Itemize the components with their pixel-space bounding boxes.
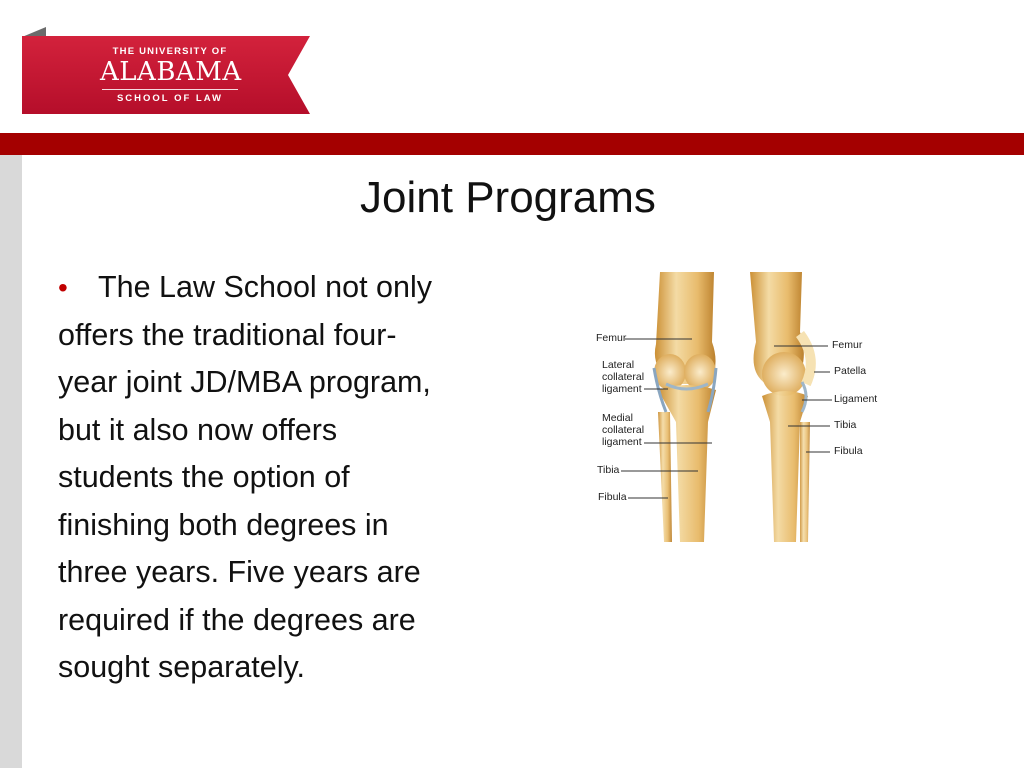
label-fibula-side: Fibula [834, 445, 863, 457]
header-red-bar [0, 133, 1024, 155]
knee-bones-icon [588, 272, 888, 552]
label-patella: Patella [834, 365, 867, 377]
slide-title: Joint Programs [360, 173, 656, 222]
label-tibia-side: Tibia [834, 419, 857, 431]
bullet-icon: • [58, 272, 68, 303]
bullet-line-5: students the option of [58, 460, 350, 494]
label-femur-side: Femur [832, 339, 863, 351]
bullet-line-8: required if the degrees are [58, 602, 416, 637]
label-fibula-front: Fibula [598, 491, 627, 503]
logo-line-school: SCHOOL OF LAW [116, 93, 224, 104]
logo-divider [102, 89, 238, 90]
label-medial-collateral: collateral [602, 424, 645, 436]
logo-line-university: THE UNIVERSITY OF [112, 46, 228, 57]
bullet-line-7: three years. Five years are [58, 555, 421, 589]
label-lateral-collateral: collateral [602, 371, 645, 383]
label-medial: Medial [602, 412, 633, 424]
bullet-text [58, 264, 528, 692]
label-tibia-front: Tibia [597, 464, 620, 476]
bullet-line-9: sought separately. [58, 650, 305, 684]
label-femur-front: Femur [596, 332, 627, 344]
label-lateral: Lateral [602, 359, 635, 371]
bullet-line-6: finishing both degrees in [58, 507, 389, 542]
knee-anatomy-illustration [588, 272, 888, 552]
bullet-line-2: offers the traditional four- [58, 317, 397, 352]
logo-line-alabama: ALABAMA [100, 57, 242, 87]
bullet-line-3: year joint JD/MBA program, [58, 365, 431, 399]
university-logo-banner [22, 36, 310, 114]
bullet-line-1: • The Law School not only [58, 264, 528, 312]
logo-wordmark [100, 36, 240, 114]
label-medial-ligament: ligament [602, 436, 642, 448]
left-gray-strip [0, 155, 22, 768]
label-ligament-side: Ligament [834, 393, 878, 405]
bullet-line-4: but it also now offers [58, 412, 338, 447]
label-lateral-ligament: ligament [602, 383, 642, 395]
